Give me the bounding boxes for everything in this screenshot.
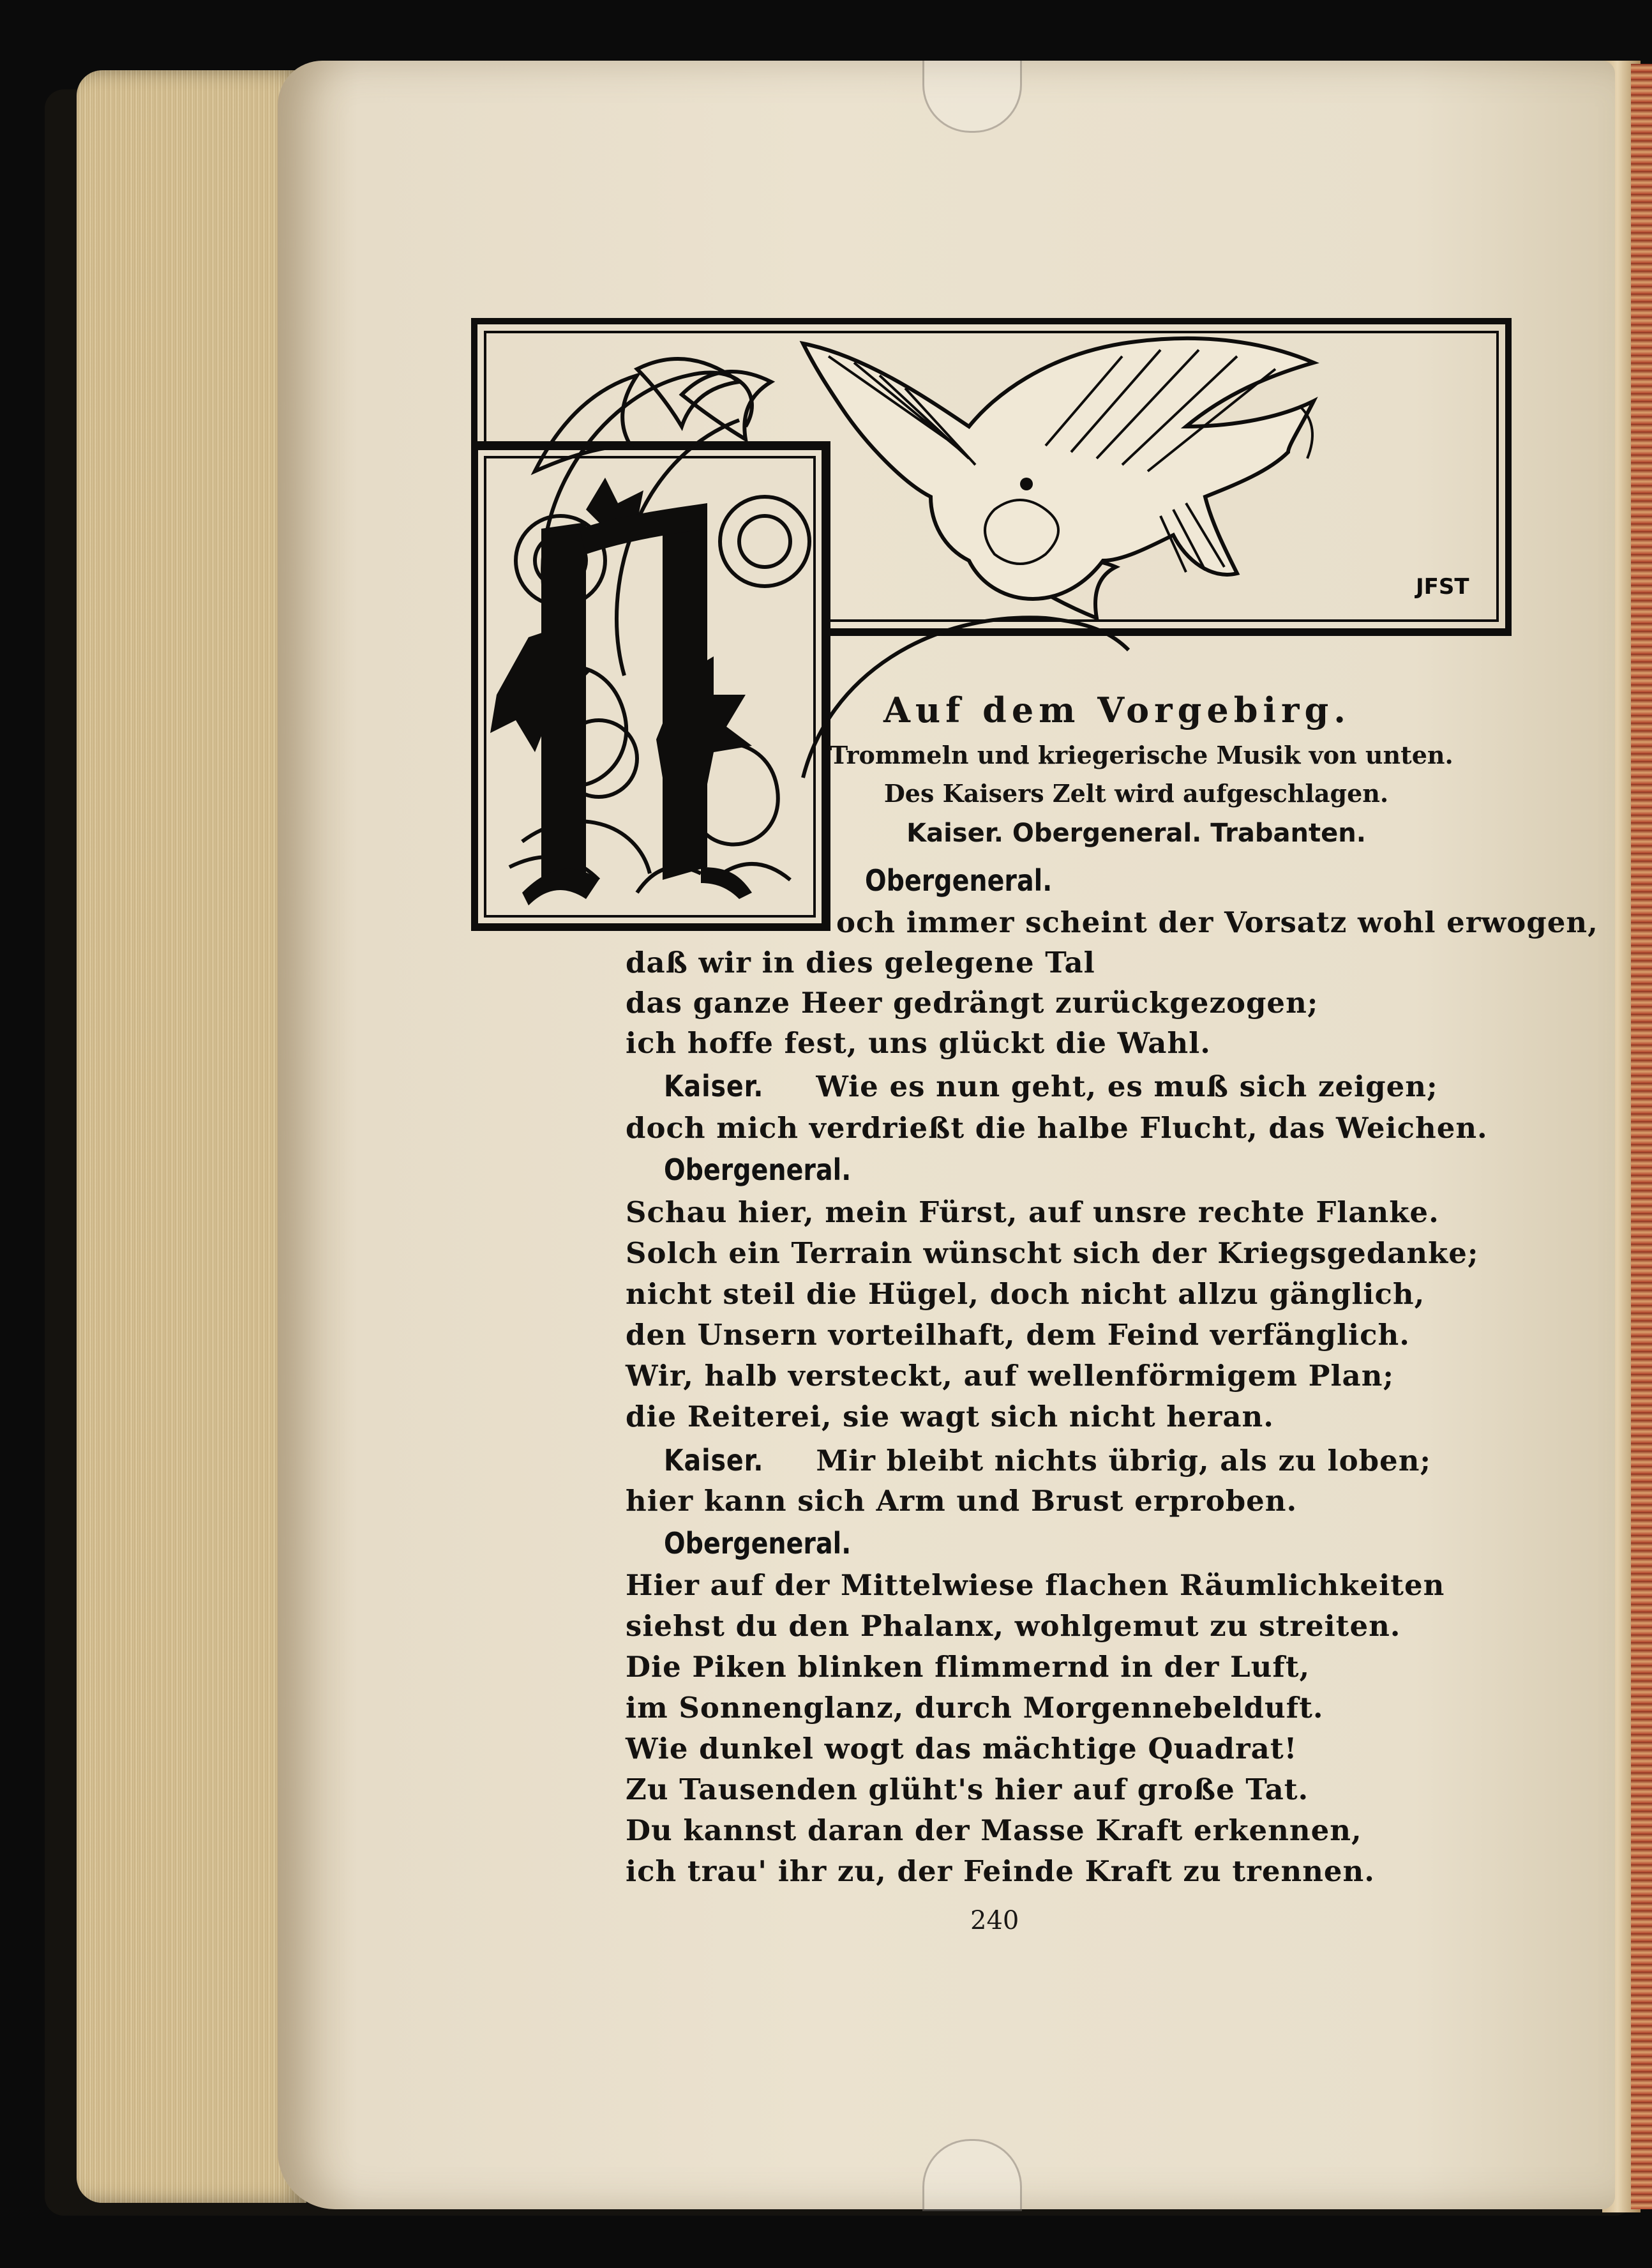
verse-line: Die Piken blinken flimmernd in der Luft,: [626, 1650, 1310, 1684]
dramatis-personae: Kaiser. Obergeneral. Trabanten.: [906, 819, 1366, 848]
verse-line: im Sonnenglanz, durch Morgennebelduft.: [626, 1691, 1324, 1725]
verse-line: Solch ein Terrain wünscht sich der Kriegsgedanke;: [626, 1236, 1479, 1270]
verse-line-with-speaker: [664, 1069, 1438, 1103]
verse-line: och immer scheint der Vorsatz wohl erwogen,: [836, 905, 1598, 939]
verse-line: nicht steil die Hügel, doch nicht allzu gänglich,: [626, 1277, 1425, 1311]
verse-line: ich hoffe fest, uns glückt die Wahl.: [626, 1026, 1211, 1060]
artist-signature: JFST: [1416, 574, 1469, 600]
scene-title: Auf dem Vorgebirg.: [883, 690, 1351, 730]
verse-line-with-speaker: [664, 1443, 1431, 1478]
verse-line: siehst du den Phalanx, wohlgemut zu streiten.: [626, 1609, 1401, 1643]
verse-line: Wir, halb versteckt, auf wellenförmigem Plan;: [626, 1359, 1395, 1393]
verse-line: doch mich verdrießt die halbe Flucht, das Weichen.: [626, 1111, 1488, 1145]
verse-line: Mir bleibt nichts übrig, als zu loben;: [816, 1444, 1432, 1478]
speaker-label: Obergeneral.: [664, 1153, 852, 1187]
verse-line: Wie dunkel wogt das mächtige Quadrat!: [626, 1732, 1298, 1765]
page-clip-top: [922, 61, 1022, 133]
page-edges-left: [77, 70, 306, 2203]
speaker-label: Kaiser.: [664, 1069, 764, 1103]
verse-line: Du kannst daran der Masse Kraft erkennen,: [626, 1813, 1362, 1847]
verse-line: Hier auf der Mittelwiese flachen Räumlichkeiten: [626, 1568, 1445, 1602]
verse-line: den Unsern vorteilhaft, dem Feind verfänglich.: [626, 1318, 1410, 1352]
speaker-label: Obergeneral.: [865, 863, 1053, 898]
verse-line: hier kann sich Arm und Brust erproben.: [626, 1484, 1298, 1518]
speaker-label: Obergeneral.: [664, 1526, 852, 1561]
eagle-icon: [803, 338, 1314, 599]
stage-direction-1: Trommeln und kriegerische Musik von unten.: [830, 741, 1453, 769]
verse-line: das ganze Heer gedrängt zurückgezogen;: [626, 986, 1319, 1020]
verse-line: ich trau' ihr zu, der Feinde Kraft zu trennen.: [626, 1854, 1375, 1888]
verse-line: die Reiterei, sie wagt sich nicht heran.: [626, 1400, 1274, 1433]
verse-line: Zu Tausenden glüht's hier auf große Tat.: [626, 1773, 1309, 1806]
verse-line: Schau hier, mein Fürst, auf unsre rechte Flanke.: [626, 1195, 1439, 1229]
stage-direction-2: Des Kaisers Zelt wird aufgeschlagen.: [883, 779, 1389, 808]
verse-line: daß wir in dies gelegene Tal: [626, 946, 1095, 979]
verse-line: Wie es nun geht, es muß sich zeigen;: [816, 1070, 1438, 1103]
binding-edge: [1631, 64, 1652, 2209]
page-number: 240: [970, 1906, 1019, 1935]
page-clip-bottom: [922, 2139, 1022, 2211]
speaker-label: Kaiser.: [664, 1443, 764, 1478]
